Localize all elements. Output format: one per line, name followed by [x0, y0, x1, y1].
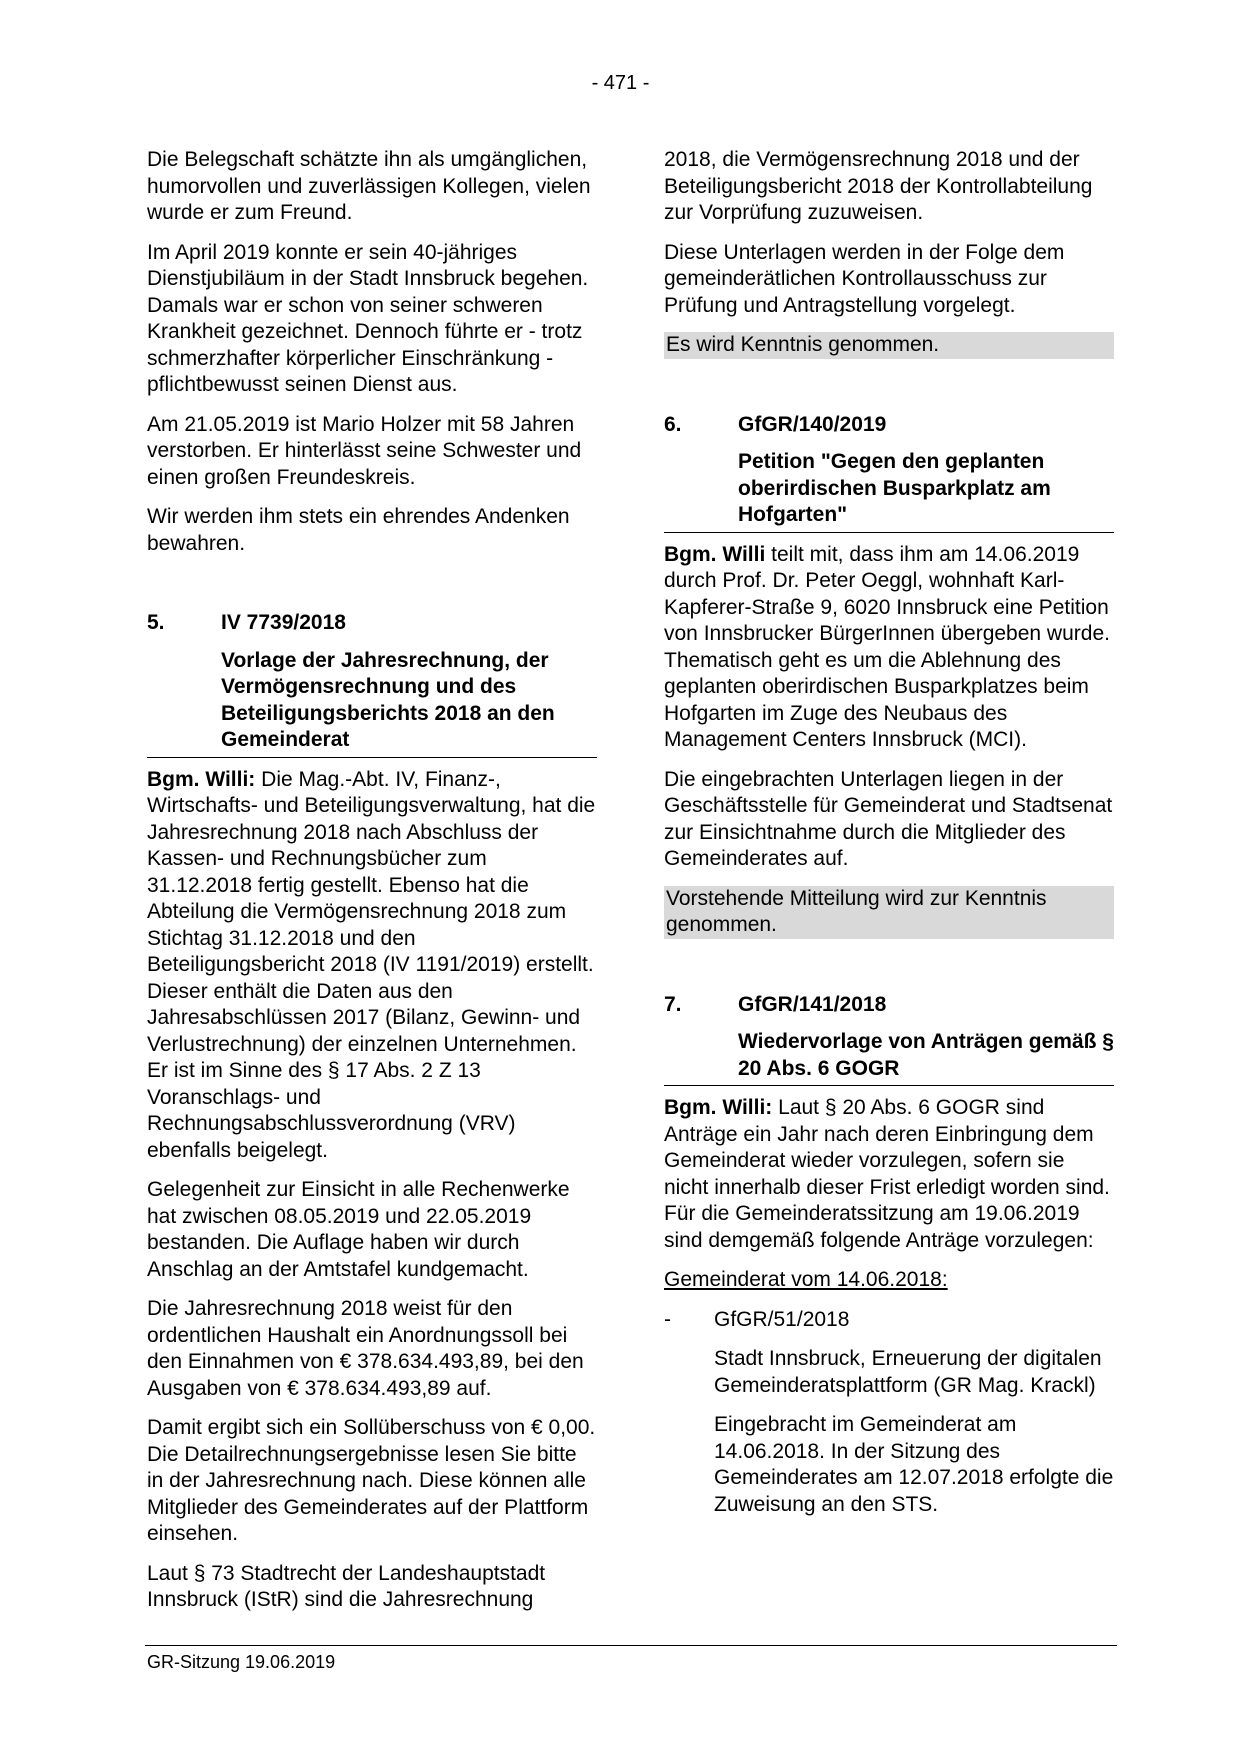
speaker: Bgm. Willi:: [147, 767, 256, 791]
section-5-header: [147, 610, 597, 637]
item-description: Stadt Innsbruck, Erneuerung der digitalen Gemeinderatsplattform (GR Mag. Krackl): [714, 1347, 1102, 1397]
paragraph: Laut § 73 Stadtrecht der Landeshauptstadt Innsbruck (IStR) sind die Jahresrechnung: [147, 1561, 546, 1611]
section-divider: [664, 1085, 1114, 1086]
footer-divider: [145, 1645, 1117, 1646]
result-note: Es wird Kenntnis genommen.: [664, 332, 1114, 359]
section-5-title: Vorlage der Jahresrechnung, der Vermögensrechnung und des Beteiligungsberichts 2018 an den Gemeinderat: [221, 648, 555, 751]
item-note: Eingebracht im Gemeinderat am 14.06.2018. In der Sitzung des Gemeinderates am 12.07.2018 erfolgte die Zuweisung an den STS.: [714, 1413, 1114, 1516]
subheading: Gemeinderat vom 14.06.2018:: [664, 1268, 948, 1291]
paragraph: Bgm. Willi: Die Mag.-Abt. IV, Finanz-, Wirtschafts- und Beteiligungsverwaltung, hat die Jahresrechnung 2018 nach Abschluss der Kassen- und Rechnungsbücher zum 31.12.2018 fertig gestellt. Ebenso hat die Abteilung die Vermögensrechnung 2018 zum Stichtag 31.12.2018 und den Beteiligungsbericht 2018 (IV 1191/2019) erstellt. Dieser enthält die Daten aus den Jahresabschlüssen 2017 (Bilanz, Gewinn- und Verlustrechnung) der einzelnen Unternehmen. Er ist im Sinne des § 17 Abs. 2 Z 13 Voranschlags- und Rechnungsabschlussverordnung (VRV) ebenfalls beigelegt.: [147, 767, 596, 1162]
paragraph: Die Belegschaft schätzte ihn als umgänglichen, humorvollen und zuverlässigen Kollegen, vielen wurde er zum Freund.: [147, 148, 591, 224]
paragraph: Bgm. Willi teilt mit, dass ihm am 14.06.2019 durch Prof. Dr. Peter Oeggl, wohnhaft Karl-Kapferer-Straße 9, 6020 Innsbruck eine Petition von Innsbrucker BürgerInnen übergeben wurde. Thematisch geht es um die Ablehnung des geplanten oberirdischen Busparkplatzes beim Hofgarten im Zuge des Neubaus des Management Centers Innsbruck (MCI).: [664, 542, 1110, 751]
result-note: Vorstehende Mitteilung wird zur Kenntnis genommen.: [664, 886, 1114, 939]
section-code: GfGR/141/2018: [738, 992, 887, 1016]
paragraph: Am 21.05.2019 ist Mario Holzer mit 58 Jahren verstorben. Er hinterlässt seine Schwester und einen großen Freundeskreis.: [147, 412, 582, 489]
item-code: GfGR/51/2018: [714, 1307, 850, 1331]
paragraph: Die eingebrachten Unterlagen liegen in der Geschäftsstelle für Gemeinderat und Stadtsenat zur Einsichtnahme durch die Mitglieder des Gemeinderates auf.: [664, 767, 1113, 870]
paragraph: Gelegenheit zur Einsicht in alle Rechenwerke hat zwischen 08.05.2019 und 22.05.2019 bestanden. Die Auflage haben wir durch Anschlag an der Amtstafel kundgemacht.: [147, 1178, 570, 1281]
section-7-title: Wiedervorlage von Anträgen gemäß § 20 Abs. 6 GOGR: [738, 1030, 1114, 1080]
speaker: Bgm. Willi:: [664, 1096, 773, 1119]
section-7-header: [664, 992, 1114, 1019]
paragraph: Diese Unterlagen werden in der Folge dem gemeinderätlichen Kontrollausschuss zur Prüfung und Antragstellung vorgelegt.: [664, 240, 1065, 317]
paragraph: Wir werden ihm stets ein ehrendes Andenken bewahren.: [147, 505, 570, 555]
list-dash: -: [664, 1307, 671, 1331]
section-number: 7.: [664, 992, 682, 1016]
right-column: [664, 147, 1114, 1531]
section-divider: [147, 757, 597, 758]
page-number: - 471 -: [591, 72, 650, 94]
paragraph: Die Jahresrechnung 2018 weist für den ordentlichen Haushalt ein Anordnungssoll bei den Einnahmen von € 378.634.493,89, bei den Ausgaben von € 378.634.493,89 auf.: [147, 1297, 584, 1400]
section-divider: [664, 532, 1114, 533]
section-number: 5.: [147, 611, 165, 634]
section-number: 6.: [664, 412, 682, 436]
section-6-title: Petition "Gegen den geplanten oberirdischen Busparkplatz am Hofgarten": [738, 450, 1051, 526]
speaker: Bgm. Willi: [664, 542, 766, 566]
section-code: IV 7739/2018: [221, 611, 346, 634]
paragraph: Damit ergibt sich ein Sollüberschuss von € 0,00. Die Detailrechnungsergebnisse lesen Sie bitte in der Jahresrechnung nach. Diese können alle Mitglieder des Gemeinderates auf der Plattform einsehen.: [147, 1416, 596, 1545]
paragraph: 2018, die Vermögensrechnung 2018 und der Beteiligungsbericht 2018 der Kontrollabteilung zur Vorprüfung zuzuweisen.: [664, 148, 1093, 224]
paragraph: Im April 2019 konnte er sein 40-jähriges Dienstjubiläum in der Stadt Innsbruck begehen. Damals war er schon von seiner schweren Krankheit gezeichnet. Dennoch führte er - trotz schmerzhafter körperlicher Einschränkung - pflichtbewusst seinen Dienst aus.: [147, 240, 589, 396]
list-item: [664, 1307, 1114, 1334]
footer: GR-Sitzung 19.06.2019: [147, 1652, 336, 1672]
section-6-header: [664, 412, 1114, 439]
section-code: GfGR/140/2019: [738, 412, 887, 436]
left-column: [147, 147, 597, 1627]
paragraph: Bgm. Willi: Laut § 20 Abs. 6 GOGR sind Anträge ein Jahr nach deren Einbringung dem Gemeinderat wieder vorzulegen, sofern sie nicht innerhalb dieser Frist erledigt worden sind. Für die Gemeinderatssitzung am 19.06.2019 sind demgemäß folgende Anträge vorzulegen:: [664, 1096, 1110, 1252]
